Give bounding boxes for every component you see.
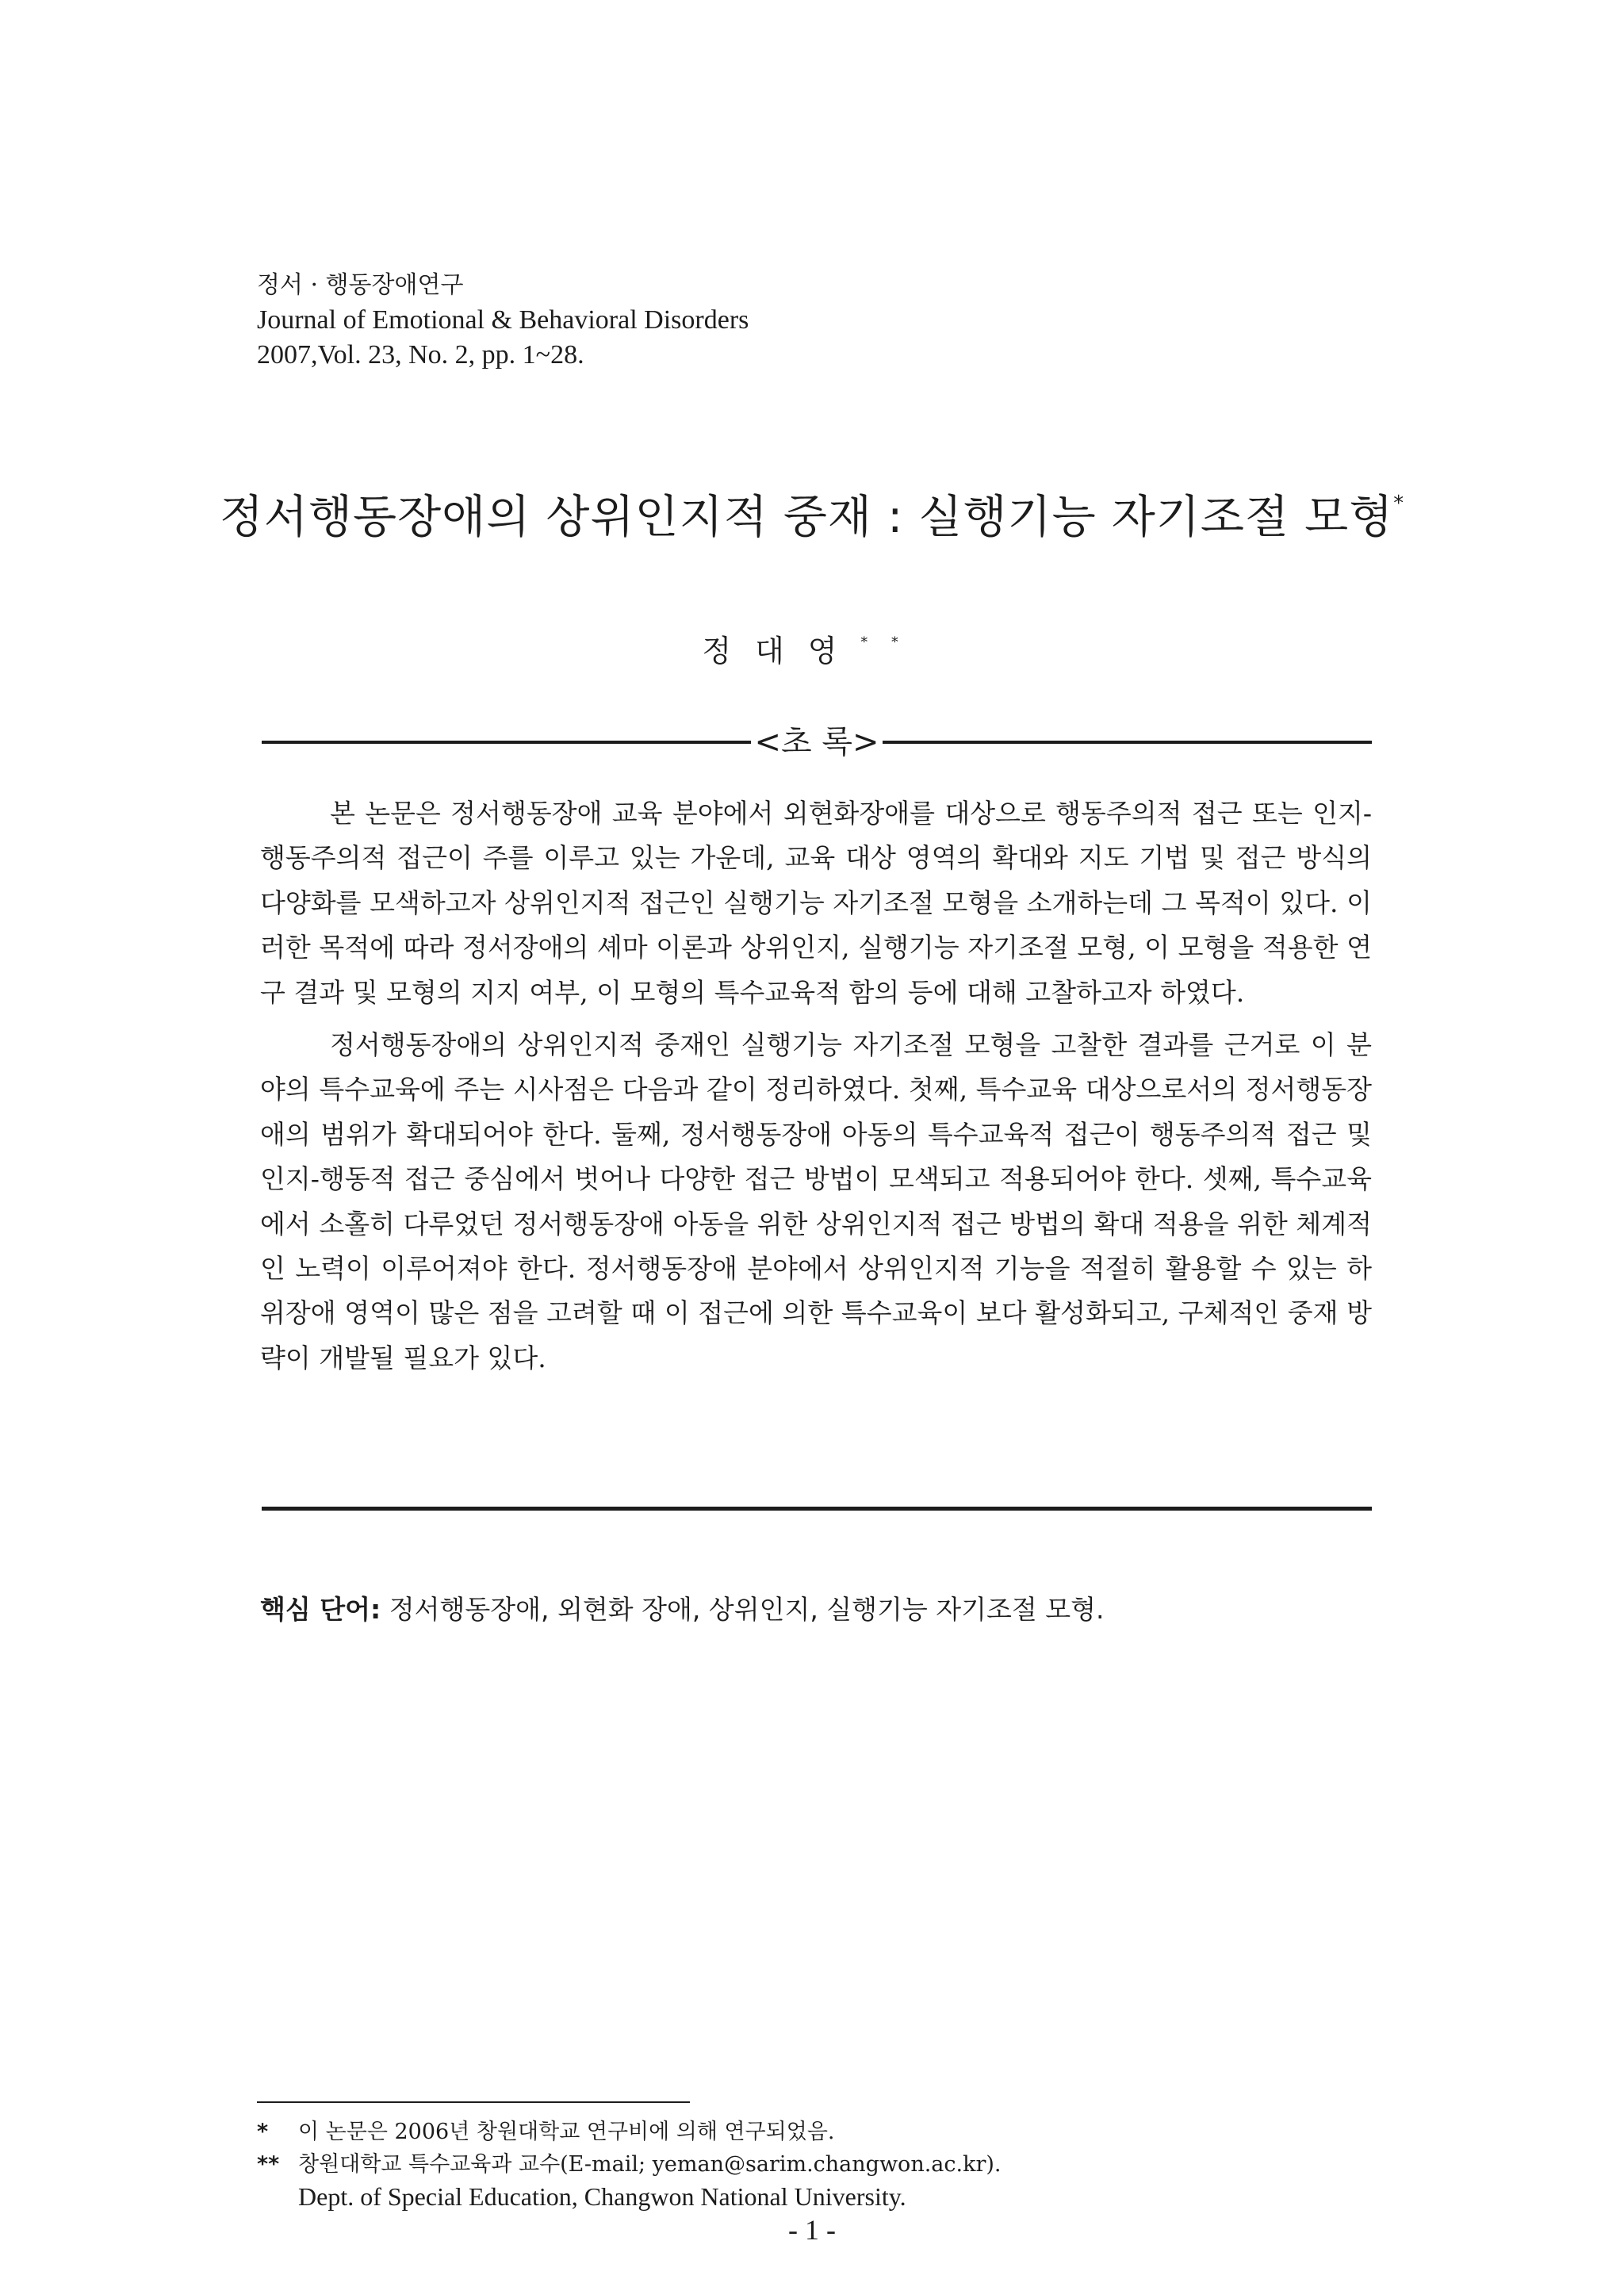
author-name: 정대영 [702,634,861,668]
abstract-bottom-rule [262,1507,1372,1511]
abstract-rule-right [883,741,1372,744]
abstract-paragraph: 정서행동장애의 상위인지적 중재인 실행기능 자기조절 모형을 고찰한 결과를 근거로 이 분야의 특수교육에 주는 시사점은 다음과 같이 정리하였다. 첫째, 특수교육 대상으로서의 정서행동장애의 범위가 확대되어야 한다. 둘째, 정서행동장애 아동의 특수교육적 접근이 행동주의적 접근 및 인지-행동적 접근 중심에서 벗어나 다양한 접근 방법이 모색되고 적용되어야 한다. 셋째, 특수교육에서 소홀히 다루었던 정서행동장애 아동을 위한 상위인지적 접근 방법의 확대 적용을 위한 체계적인 노력이 이루어져야 한다. 정서행동장애 분야에서 상위인지적 기능을 적절히 활용할 수 있는 하위장애 영역이 많은 점을 고려할 때 이 접근에 의한 특수교육이 보다 활성화되고, 구체적인 중재 방략이 개발될 필요가 있다. [260,1029,1372,1373]
footnotes [257,2116,1399,2213]
keywords [260,1589,1386,1630]
keywords-label: 핵심 단어: [260,1594,381,1625]
paper-title [0,487,1624,547]
title-footnote-marker: * [1393,491,1405,515]
author [0,631,1624,671]
footnote-marker: * [257,2120,269,2144]
paper-title-text: 정서행동장애의 상위인지적 중재 : 실행기능 자기조절 모형 [219,491,1394,543]
footnote-affiliation-text: 창원대학교 특수교육과 교수(E-mail; yeman@sarim.changwon.ac.kr). [298,2152,1002,2177]
abstract-heading: <초 록> [754,724,879,760]
footnote-affiliation [257,2148,1399,2181]
page-number: - 1 - [788,2214,836,2246]
abstract-rule-left [262,741,751,744]
abstract-header [262,718,1372,766]
footnote-funding [257,2116,1399,2148]
footnote-rule [257,2101,690,2103]
journal-info [257,268,749,373]
keywords-text: 정서행동장애, 외현화 장애, 상위인지, 실행기능 자기조절 모형. [389,1594,1105,1625]
footnote-affiliation-english: Dept. of Special Education, Changwon National University. [298,2182,906,2211]
abstract-body [260,791,1372,1381]
journal-citation: 2007,Vol. 23, No. 2, pp. 1~28. [257,340,584,370]
journal-name-korean: 정서 · 행동장애연구 [257,271,464,299]
author-footnote-marker: ** [860,634,922,651]
footnote-marker: ** [257,2152,280,2177]
journal-name-english: Journal of Emotional & Behavioral Disorders [257,305,749,335]
footnote-funding-text: 이 논문은 2006년 창원대학교 연구비에 의해 연구되었음. [298,2120,835,2144]
abstract-paragraph: 본 논문은 정서행동장애 교육 분야에서 외현화장애를 대상으로 행동주의적 접근 또는 인지-행동주의적 접근이 주를 이루고 있는 가운데, 교육 대상 영역의 확대와 지도 기법 및 접근 방식의 다양화를 모색하고자 상위인지적 접근인 실행기능 자기조절 모형을 소개하는데 그 목적이 있다. 이러한 목적에 따라 정서장애의 셰마 이론과 상위인지, 실행기능 자기조절 모형, 이 모형을 적용한 연구 결과 및 모형의 지지 여부, 이 모형의 특수교육적 함의 등에 대해 고찰하고자 하였다. [260,798,1372,1008]
